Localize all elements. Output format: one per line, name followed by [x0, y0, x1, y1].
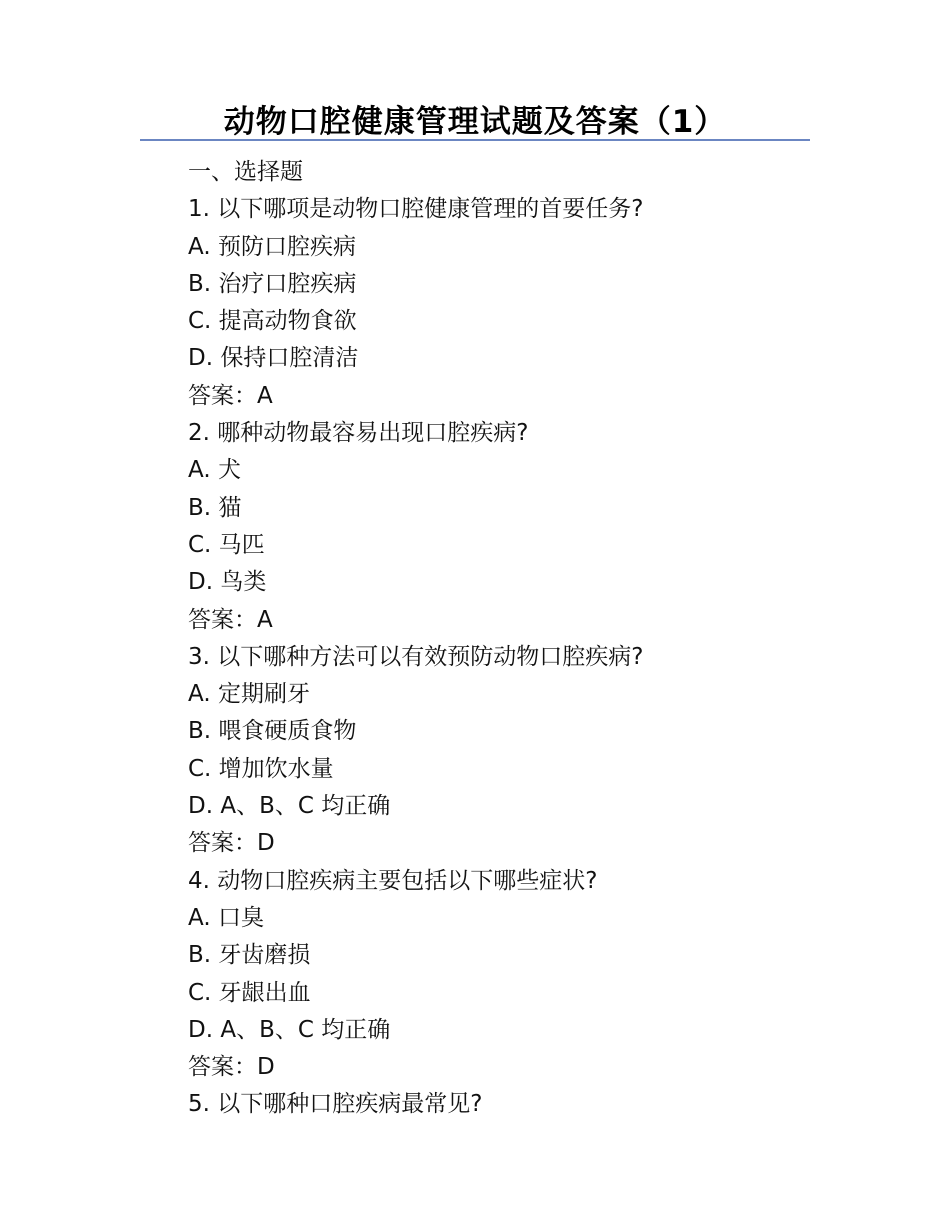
question-stem: 1. 以下哪项是动物口腔健康管理的首要任务? [188, 196, 644, 223]
option-c: C. 牙龈出血 [188, 979, 311, 1006]
document-body [188, 154, 828, 1124]
option-c: C. 增加饮水量 [188, 755, 334, 782]
option-d: D. 鸟类 [188, 569, 267, 596]
section-heading: 一、选择题 [188, 159, 303, 185]
option-d: D. 保持口腔清洁 [188, 345, 359, 372]
option-a: A. 口臭 [188, 904, 264, 931]
question-stem: 2. 哪种动物最容易出现口腔疾病? [188, 420, 529, 447]
question-stem: 4. 动物口腔疾病主要包括以下哪些症状? [188, 867, 598, 894]
option-a: A. 预防口腔疾病 [188, 233, 356, 260]
document-title: 动物口腔健康管理试题及答案（1） [223, 104, 727, 140]
option-b: B. 治疗口腔疾病 [188, 270, 357, 297]
option-d: D. A、B、C 均正确 [188, 793, 391, 820]
question-stem: 5. 以下哪种口腔疾病最常见? [188, 1091, 483, 1118]
question-stem: 3. 以下哪种方法可以有效预防动物口腔疾病? [188, 643, 644, 670]
option-d: D. A、B、C 均正确 [188, 1016, 391, 1043]
option-b: B. 猫 [188, 494, 242, 521]
option-c: C. 马匹 [188, 531, 265, 558]
option-c: C. 提高动物食欲 [188, 308, 357, 335]
answer-line: 答案：D [188, 1054, 275, 1081]
option-b: B. 牙齿磨损 [188, 942, 311, 969]
answer-line: 答案：D [188, 830, 275, 857]
option-b: B. 喂食硬质食物 [188, 718, 357, 745]
option-a: A. 定期刷牙 [188, 681, 310, 708]
answer-line: 答案：A [188, 382, 273, 409]
title-underline [140, 139, 810, 141]
answer-line: 答案：A [188, 606, 273, 633]
option-a: A. 犬 [188, 457, 241, 484]
